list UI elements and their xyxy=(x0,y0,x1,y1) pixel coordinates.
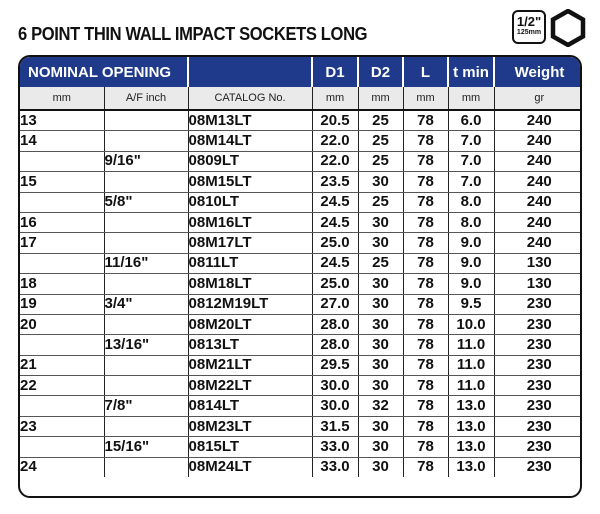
catalog-cell: 08M18LT xyxy=(188,274,312,294)
d2-cell: 30 xyxy=(358,294,403,314)
d2-cell: 30 xyxy=(358,172,403,192)
l-cell: 78 xyxy=(403,437,448,457)
weight-cell: 240 xyxy=(494,151,582,171)
d1-cell: 25.0 xyxy=(312,274,358,294)
mm-cell: 16 xyxy=(20,212,104,232)
catalog-cell: 0815LT xyxy=(188,437,312,457)
inch-cell xyxy=(104,212,188,232)
table-row xyxy=(20,437,582,457)
l-cell: 78 xyxy=(403,274,448,294)
d1-cell: 33.0 xyxy=(312,437,358,457)
weight-cell: 230 xyxy=(494,294,582,314)
d1-cell: 33.0 xyxy=(312,457,358,477)
tmin-cell: 9.0 xyxy=(448,253,494,273)
mm-cell: 14 xyxy=(20,131,104,151)
specs-table-frame xyxy=(18,55,582,498)
drive-size-label: 125mm xyxy=(516,29,542,36)
table-row xyxy=(20,376,582,396)
catalog-cell: 08M13LT xyxy=(188,110,312,131)
l-cell: 78 xyxy=(403,416,448,436)
d2-cell: 25 xyxy=(358,192,403,212)
d1-cell: 31.5 xyxy=(312,416,358,436)
weight-cell: 230 xyxy=(494,314,582,334)
d1-cell: 27.0 xyxy=(312,294,358,314)
mm-cell: 17 xyxy=(20,233,104,253)
inch-cell xyxy=(104,457,188,477)
table-row xyxy=(20,355,582,375)
d1-cell: 24.5 xyxy=(312,253,358,273)
weight-cell: 230 xyxy=(494,437,582,457)
d2-cell: 25 xyxy=(358,131,403,151)
mm-cell xyxy=(20,192,104,212)
catalog-cell: 08M24LT xyxy=(188,457,312,477)
weight-cell: 230 xyxy=(494,355,582,375)
mm-cell xyxy=(20,335,104,355)
d1-cell: 25.0 xyxy=(312,233,358,253)
tmin-cell: 9.0 xyxy=(448,274,494,294)
inch-cell xyxy=(104,274,188,294)
d2-cell: 30 xyxy=(358,437,403,457)
tmin-cell: 7.0 xyxy=(448,131,494,151)
tmin-cell: 8.0 xyxy=(448,212,494,232)
mm-cell xyxy=(20,151,104,171)
inch-cell: 7/8" xyxy=(104,396,188,416)
hexagon-icon xyxy=(549,9,587,47)
d1-cell: 30.0 xyxy=(312,376,358,396)
mm-cell xyxy=(20,437,104,457)
d2-cell: 25 xyxy=(358,253,403,273)
catalog-cell: 0811LT xyxy=(188,253,312,273)
d2-cell: 30 xyxy=(358,274,403,294)
tmin-cell: 9.0 xyxy=(448,233,494,253)
d2-cell: 30 xyxy=(358,335,403,355)
d1-cell: 20.5 xyxy=(312,110,358,131)
table-row xyxy=(20,314,582,334)
catalog-cell: 08M23LT xyxy=(188,416,312,436)
d1-cell: 29.5 xyxy=(312,355,358,375)
table-row xyxy=(20,151,582,171)
d2-cell: 30 xyxy=(358,376,403,396)
weight-cell: 230 xyxy=(494,376,582,396)
tmin-cell: 8.0 xyxy=(448,192,494,212)
l-cell: 78 xyxy=(403,376,448,396)
d1-cell: 23.5 xyxy=(312,172,358,192)
unit-cell: mm xyxy=(20,87,104,110)
catalog-cell: 08M20LT xyxy=(188,314,312,334)
unit-cell: CATALOG No. xyxy=(188,87,312,110)
weight-cell: 240 xyxy=(494,131,582,151)
mm-cell: 20 xyxy=(20,314,104,334)
tmin-cell: 7.0 xyxy=(448,151,494,171)
l-cell: 78 xyxy=(403,396,448,416)
d2-cell: 30 xyxy=(358,212,403,232)
unit-cell: gr xyxy=(494,87,582,110)
inch-cell xyxy=(104,172,188,192)
units-row xyxy=(20,87,582,110)
l-cell: 78 xyxy=(403,212,448,232)
tmin-cell: 10.0 xyxy=(448,314,494,334)
inch-cell xyxy=(104,376,188,396)
catalog-cell: 08M15LT xyxy=(188,172,312,192)
mm-cell: 24 xyxy=(20,457,104,477)
l-cell: 78 xyxy=(403,110,448,131)
d2-cell: 25 xyxy=(358,110,403,131)
catalog-cell: 0810LT xyxy=(188,192,312,212)
l-cell: 78 xyxy=(403,172,448,192)
mm-cell: 13 xyxy=(20,110,104,131)
mm-cell: 15 xyxy=(20,172,104,192)
weight-cell: 230 xyxy=(494,396,582,416)
tmin-cell: 13.0 xyxy=(448,437,494,457)
specs-table xyxy=(20,57,582,477)
catalog-cell: 08M14LT xyxy=(188,131,312,151)
d1-cell: 24.5 xyxy=(312,192,358,212)
mm-cell: 21 xyxy=(20,355,104,375)
catalog-cell: 08M17LT xyxy=(188,233,312,253)
inch-cell: 13/16" xyxy=(104,335,188,355)
catalog-cell: 0814LT xyxy=(188,396,312,416)
l-cell: 78 xyxy=(403,131,448,151)
table-row xyxy=(20,131,582,151)
inch-cell: 3/4" xyxy=(104,294,188,314)
drive-size-icon xyxy=(512,10,546,44)
unit-cell: mm xyxy=(403,87,448,110)
inch-cell xyxy=(104,233,188,253)
d2-cell: 25 xyxy=(358,151,403,171)
catalog-cell: 08M16LT xyxy=(188,212,312,232)
tmin-cell: 11.0 xyxy=(448,335,494,355)
header-d1: D1 xyxy=(312,57,358,87)
mm-cell: 19 xyxy=(20,294,104,314)
tmin-cell: 11.0 xyxy=(448,355,494,375)
d2-cell: 30 xyxy=(358,314,403,334)
weight-cell: 130 xyxy=(494,274,582,294)
l-cell: 78 xyxy=(403,192,448,212)
table-body xyxy=(20,110,582,477)
unit-cell: A/F inch xyxy=(104,87,188,110)
l-cell: 78 xyxy=(403,314,448,334)
weight-cell: 240 xyxy=(494,110,582,131)
weight-cell: 230 xyxy=(494,335,582,355)
tmin-cell: 9.5 xyxy=(448,294,494,314)
d1-cell: 24.5 xyxy=(312,212,358,232)
weight-cell: 230 xyxy=(494,416,582,436)
d2-cell: 30 xyxy=(358,416,403,436)
mm-cell: 22 xyxy=(20,376,104,396)
table-row xyxy=(20,335,582,355)
catalog-cell: 08M22LT xyxy=(188,376,312,396)
catalog-cell: 08M21LT xyxy=(188,355,312,375)
table-row xyxy=(20,416,582,436)
catalog-cell: 0812M19LT xyxy=(188,294,312,314)
tmin-cell: 13.0 xyxy=(448,416,494,436)
inch-cell xyxy=(104,110,188,131)
d1-cell: 30.0 xyxy=(312,396,358,416)
table-row xyxy=(20,110,582,131)
l-cell: 78 xyxy=(403,151,448,171)
inch-cell xyxy=(104,416,188,436)
unit-cell: mm xyxy=(358,87,403,110)
l-cell: 78 xyxy=(403,253,448,273)
table-row xyxy=(20,396,582,416)
mm-cell xyxy=(20,253,104,273)
d2-cell: 30 xyxy=(358,233,403,253)
d1-cell: 22.0 xyxy=(312,151,358,171)
table-row xyxy=(20,212,582,232)
tmin-cell: 13.0 xyxy=(448,396,494,416)
weight-cell: 240 xyxy=(494,233,582,253)
l-cell: 78 xyxy=(403,355,448,375)
unit-cell: mm xyxy=(448,87,494,110)
inch-cell xyxy=(104,131,188,151)
table-row xyxy=(20,274,582,294)
header-catalog xyxy=(188,57,312,87)
l-cell: 78 xyxy=(403,335,448,355)
inch-cell xyxy=(104,314,188,334)
inch-cell: 11/16" xyxy=(104,253,188,273)
inch-cell xyxy=(104,355,188,375)
table-row xyxy=(20,172,582,192)
d2-cell: 30 xyxy=(358,457,403,477)
l-cell: 78 xyxy=(403,457,448,477)
tmin-cell: 6.0 xyxy=(448,110,494,131)
l-cell: 78 xyxy=(403,294,448,314)
table-row xyxy=(20,294,582,314)
tmin-cell: 13.0 xyxy=(448,457,494,477)
inch-cell: 9/16" xyxy=(104,151,188,171)
d1-cell: 28.0 xyxy=(312,314,358,334)
weight-cell: 130 xyxy=(494,253,582,273)
header-l: L xyxy=(403,57,448,87)
inch-cell: 5/8" xyxy=(104,192,188,212)
weight-cell: 240 xyxy=(494,172,582,192)
mm-cell: 18 xyxy=(20,274,104,294)
mm-cell: 23 xyxy=(20,416,104,436)
unit-cell: mm xyxy=(312,87,358,110)
d1-cell: 28.0 xyxy=(312,335,358,355)
inch-cell: 15/16" xyxy=(104,437,188,457)
catalog-cell: 0813LT xyxy=(188,335,312,355)
header-nominal-opening: NOMINAL OPENING xyxy=(20,57,188,87)
table-row xyxy=(20,192,582,212)
header-weight: Weight xyxy=(494,57,582,87)
table-row xyxy=(20,457,582,477)
drive-fraction: 1/2" xyxy=(516,14,542,29)
d2-cell: 30 xyxy=(358,355,403,375)
table-row xyxy=(20,253,582,273)
l-cell: 78 xyxy=(403,233,448,253)
weight-cell: 240 xyxy=(494,212,582,232)
d1-cell: 22.0 xyxy=(312,131,358,151)
tmin-cell: 7.0 xyxy=(448,172,494,192)
tmin-cell: 11.0 xyxy=(448,376,494,396)
weight-cell: 240 xyxy=(494,192,582,212)
mm-cell xyxy=(20,396,104,416)
catalog-cell: 0809LT xyxy=(188,151,312,171)
header-row xyxy=(20,57,582,87)
weight-cell: 230 xyxy=(526,458,552,476)
header-d2: D2 xyxy=(358,57,403,87)
page-title: 6 POINT THIN WALL IMPACT SOCKETS LONG xyxy=(18,24,368,44)
header-tmin: t min xyxy=(448,57,494,87)
d2-cell: 32 xyxy=(358,396,403,416)
table-row xyxy=(20,233,582,253)
